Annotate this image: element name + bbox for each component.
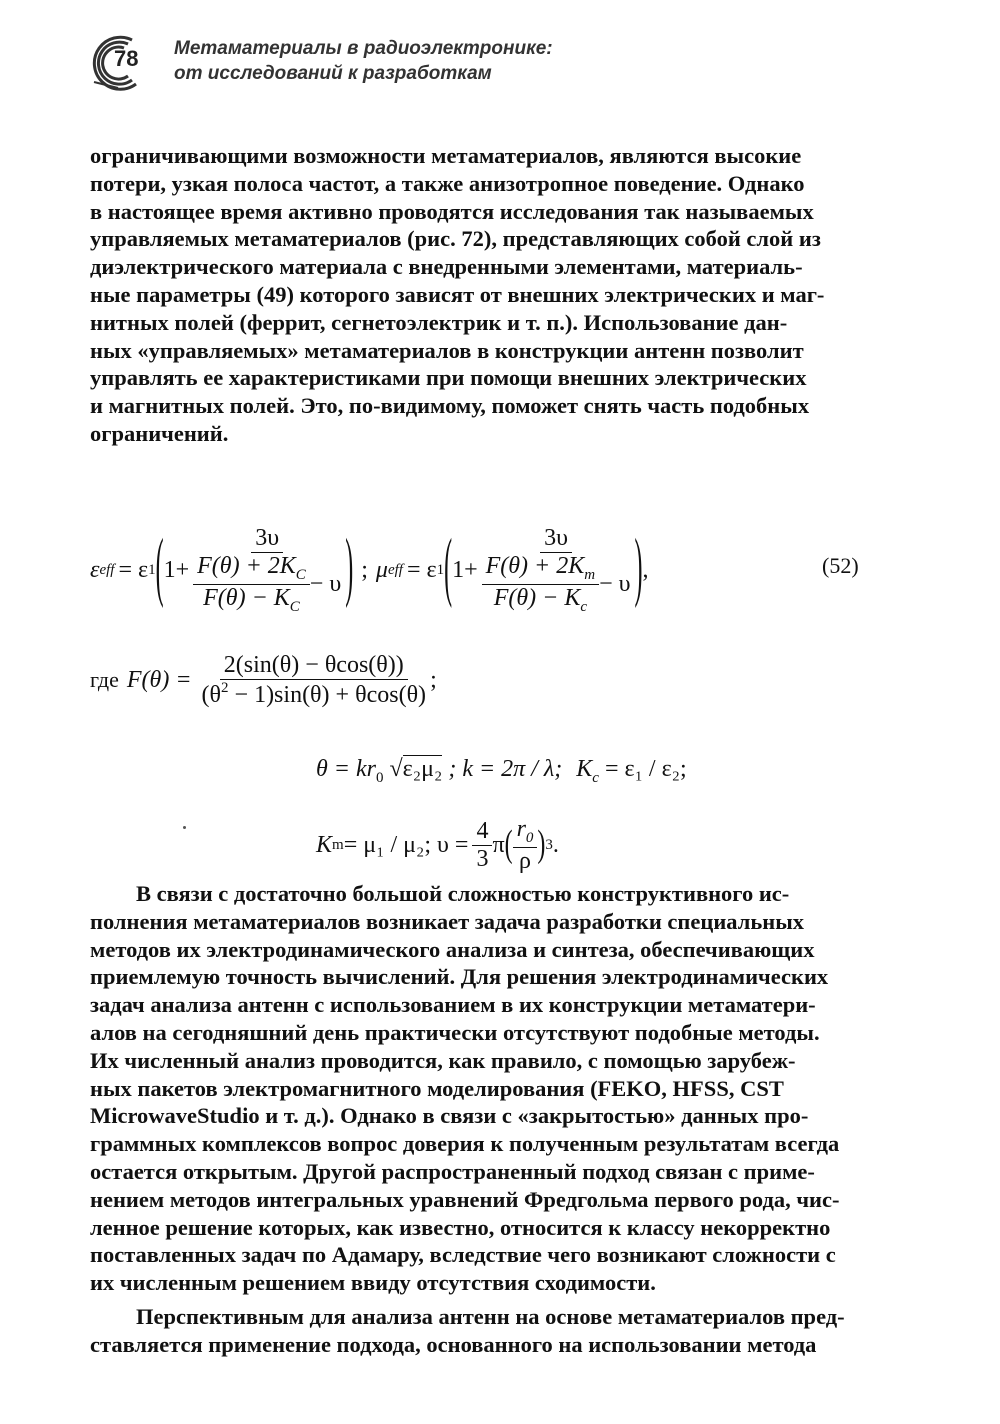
equation-52 [90, 520, 710, 620]
paragraph-2 [90, 880, 882, 1297]
nested-fraction [478, 553, 635, 616]
f-theta-lhs: F(θ) = [126, 666, 192, 693]
text-line: ных пакетов электромагнитного моделирования (FEKO, HFSS, CST [90, 1075, 784, 1101]
text-line: методов их электродинамического анализа и синтеза, обеспечивающих [90, 936, 815, 962]
den-part-2: − 1)sin(θ) + θcos(θ) [228, 681, 427, 708]
den-part-1: (θ [201, 681, 222, 708]
text-line: приемлемую точность вычислений. Для решения электродинамических [90, 964, 829, 990]
kc-subscript: c [592, 770, 599, 786]
one-plus: 1+ [452, 556, 478, 583]
text-line: и магнитных полей. Это, по-видимому, поможет снять часть подобных [90, 393, 810, 419]
text-line: нитных полей (феррит, сегнетоэлектрик и т. п.). Использование дан- [90, 309, 788, 335]
r0-rho-fraction [513, 816, 538, 875]
semicolon: ; [430, 666, 437, 693]
inner-den-text: F(θ) − K [203, 584, 290, 611]
definitions-line-1 [316, 756, 736, 796]
r0-numerator [513, 816, 538, 848]
text-line: ленное решение которых, как известно, относится к классу некорректно [90, 1214, 831, 1240]
right-paren: ) [634, 526, 643, 610]
f-theta-fraction [198, 652, 431, 709]
inner-denominator [199, 585, 304, 616]
f-theta-numerator: 2(sin(θ) − θcos(θ)) [220, 652, 408, 680]
text-line: Перспективным для анализа антенн на основе метаматериалов пред- [136, 1304, 845, 1329]
inner-fraction [193, 553, 310, 616]
km-definition: = μ₁ / μ₂; υ = [343, 831, 469, 858]
left-paren: ( [444, 526, 453, 610]
eps1-symbol: = ε [118, 556, 149, 583]
left-paren: ( [504, 823, 513, 865]
subscript-1: 1 [436, 561, 445, 578]
text-line: алов на сегодняшний день практически отсутствуют подобные методы. [90, 1019, 820, 1045]
k-definition: ; k = 2π / λ; [448, 756, 563, 782]
text-line: управлять ее характеристиками при помощи внешних электрических [90, 365, 807, 391]
inner-fraction [482, 553, 599, 616]
text-line: остается открытым. Другой распространенный подход связан с приме- [90, 1158, 815, 1184]
km-symbol: K [316, 831, 333, 858]
inner-den-text: F(θ) − K [493, 584, 581, 611]
comma: , [642, 556, 649, 583]
text-line: задач анализа антенн с использованием в их конструкции метаматери- [90, 992, 816, 1018]
inner-den-sub: c [580, 598, 587, 615]
semicolon: ; [361, 556, 368, 583]
text-line: ставляется применение подхода, основанного на использовании метода [90, 1331, 817, 1357]
den-sup: 2 [221, 679, 229, 696]
pi-symbol: π [492, 831, 505, 858]
one-plus: 1+ [163, 556, 190, 583]
print-speck [183, 826, 186, 829]
text-line: ных «управляемых» метаматериалов в конструкции антенн позволит [90, 337, 804, 363]
inner-num-sub: C [295, 566, 306, 583]
minus-upsilon: − υ [599, 570, 631, 597]
running-title-line-2: от исследований к разработкам [174, 63, 492, 84]
text-line: нением методов интегральных уравнений Фредгольма первого рода, чис- [90, 1186, 840, 1212]
sqrt-icon: √ [389, 756, 403, 782]
fraction-denominator: 3 [476, 845, 489, 872]
inner-den-sub: C [289, 598, 300, 615]
paragraph-1 [90, 142, 882, 448]
fraction-eps [189, 525, 345, 616]
running-title [174, 36, 553, 86]
period: . [552, 831, 559, 858]
page-number: 78 [114, 46, 139, 71]
four-thirds-fraction [472, 818, 492, 873]
cube-exponent: 3 [545, 836, 553, 853]
nested-fraction [189, 553, 345, 616]
rho-denominator: ρ [519, 847, 531, 874]
inner-denominator [490, 585, 591, 616]
definitions-line-2 [316, 812, 656, 878]
text-line: граммных комплексов вопрос доверия к полученным результатам всегда [90, 1131, 840, 1157]
text-line: MicrowaveStudio и т. д.). Однако в связи с «закрытостью» данных про- [90, 1103, 809, 1129]
text-line: диэлектрического материала с внедренными элементами, материаль- [90, 254, 803, 280]
text-line: полнения метаматериалов возникает задача разработки специальных [90, 908, 805, 934]
f-theta-denominator [198, 680, 431, 709]
text-line: управляемых метаматериалов (рис. 72), представляющих собой слой из [90, 226, 821, 252]
equation-number: (52) [822, 553, 859, 578]
text-line: потери, узкая полоса частот, а также анизотропное поведение. Однако [90, 170, 805, 196]
r-symbol: r [516, 815, 526, 842]
inner-numerator [482, 553, 599, 585]
text-line: Их численный анализ проводится, как правило, с помощью зарубеж- [90, 1047, 796, 1073]
numerator-3u: 3υ [251, 525, 283, 553]
text-line: их численным решением ввиду отсутствия сходимости. [90, 1270, 656, 1296]
km-subscript: m [332, 836, 344, 853]
inner-num-sub: m [584, 566, 596, 583]
kc-symbol: K [576, 756, 593, 782]
subscript-1: 1 [148, 561, 156, 578]
text-line: в настоящее время активно проводятся исследования так называемых [90, 198, 814, 224]
where-label: где [90, 667, 119, 692]
f-theta-definition [90, 640, 590, 720]
mu-eff-symbol: μ [375, 556, 388, 583]
fraction-numerator: 4 [472, 818, 492, 846]
inner-numerator [193, 553, 310, 585]
eps1-symbol: = ε [406, 556, 437, 583]
sqrt-argument: ε₂μ₂ [402, 756, 443, 782]
text-line: поставленных задач по Адамару, вследствие чего возникают сложности с [90, 1242, 836, 1268]
numerator-3u: 3υ [540, 525, 572, 553]
text-line: В связи с достаточно большой сложностью конструктивного ис- [136, 881, 790, 906]
running-title-line-1: Метаматериалы в радиоэлектронике: [174, 38, 553, 59]
r0-subscript: 0 [375, 770, 384, 786]
right-paren: ) [537, 823, 546, 865]
left-paren: ( [155, 526, 164, 610]
text-line: ные параметры (49) которого зависят от внешних электрических и маг- [90, 281, 825, 307]
inner-num-text: F(θ) + 2K [485, 552, 585, 579]
paragraph-3 [90, 1303, 882, 1359]
text-line: ограничивающими возможности метаматериалов, являются высокие [90, 143, 802, 168]
fraction-mu [478, 525, 635, 616]
inner-num-text: F(θ) + 2K [197, 552, 296, 579]
mu-eff-subscript: eff [387, 561, 403, 578]
minus-upsilon: − υ [309, 570, 342, 597]
theta-definition: θ = kr [316, 756, 376, 782]
eps-eff-symbol: ε [90, 556, 100, 583]
eps-eff-subscript: eff [99, 561, 115, 578]
kc-definition: = ε₁ / ε₂; [598, 756, 687, 782]
r0-subscript: 0 [525, 829, 534, 846]
running-header [88, 32, 788, 92]
right-paren: ) [345, 526, 354, 610]
text-line: ограничений. [90, 420, 229, 446]
